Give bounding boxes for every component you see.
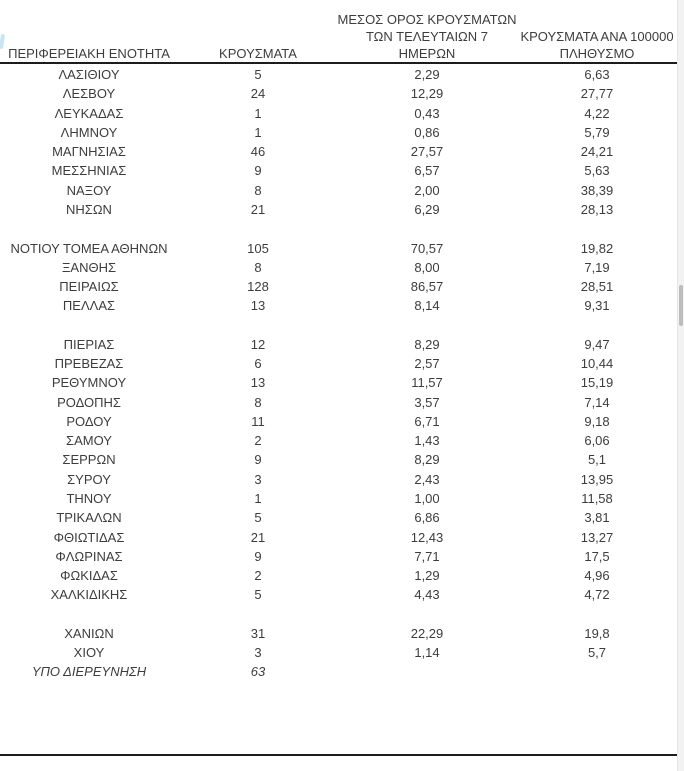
- table-row: [0, 373, 678, 392]
- cases-cell: 13: [250, 375, 266, 391]
- region-cell: ΡΕΘΥΜΝΟΥ: [51, 375, 127, 391]
- per100k-cell: 4,72: [584, 587, 610, 603]
- avg7-cell: 1,43: [414, 433, 440, 449]
- region-cell: ΣΑΜΟΥ: [66, 433, 112, 449]
- cases-cell: 1: [254, 105, 262, 121]
- region-cell: ΝΟΤΙΟΥ ΤΟΜΕΑ ΑΘΗΝΩΝ: [10, 240, 168, 256]
- per100k-cell: [516, 219, 678, 238]
- header-avg7: [338, 3, 516, 62]
- cases-cell: 3: [254, 645, 262, 661]
- cases-cell: 2: [254, 568, 262, 584]
- region-cell: ΣΥΡΟΥ: [67, 471, 111, 487]
- cases-cell: 13: [250, 298, 266, 314]
- region-cell: ΧΙΟΥ: [73, 645, 105, 661]
- per100k-cell: 15,19: [580, 375, 614, 391]
- avg7-cell: 6,57: [414, 163, 440, 179]
- region-cell: [0, 219, 178, 238]
- table-body: [0, 65, 678, 682]
- avg7-cell: 1,14: [414, 645, 440, 661]
- per100k-cell: 19,8: [584, 625, 610, 641]
- region-cell: ΣΕΡΡΩΝ: [62, 452, 116, 468]
- scrollbar-thumb[interactable]: [679, 285, 683, 326]
- region-cell: ΦΩΚΙΔΑΣ: [60, 568, 118, 584]
- avg7-cell: [338, 219, 516, 238]
- avg7-cell: 8,14: [414, 298, 440, 314]
- avg7-cell: 12,43: [410, 529, 444, 545]
- table-row: [0, 393, 678, 412]
- header-region-label: ΠΕΡΙΦΕΡΕΙΑΚΗ ΕΝΟΤΗΤΑ: [8, 46, 170, 61]
- per100k-cell: [516, 662, 678, 681]
- avg7-cell: 2,57: [414, 356, 440, 372]
- region-cell: ΜΕΣΣΗΝΙΑΣ: [51, 163, 127, 179]
- cases-cell: 46: [250, 144, 266, 160]
- cases-cell: 9: [254, 452, 262, 468]
- per100k-cell: 5,7: [587, 645, 607, 661]
- region-cell: ΧΑΝΙΩΝ: [64, 625, 114, 641]
- avg7-cell: 2,29: [414, 67, 440, 83]
- per100k-cell: 27,77: [580, 86, 614, 102]
- cases-cell: 9: [254, 548, 262, 564]
- per100k-cell: 13,95: [580, 471, 614, 487]
- per100k-cell: [516, 315, 678, 334]
- table-row: [0, 277, 678, 296]
- cases-cell: 128: [247, 279, 269, 295]
- per100k-cell: 9,31: [584, 298, 610, 314]
- avg7-cell: [338, 315, 516, 334]
- header-region: [0, 3, 178, 62]
- table-row: [0, 104, 678, 123]
- per100k-cell: 38,39: [580, 182, 614, 198]
- per100k-cell: 19,82: [580, 240, 614, 256]
- cases-cell: 6: [254, 356, 262, 372]
- table-row: [0, 624, 678, 643]
- table-row: [0, 470, 678, 489]
- avg7-cell: [338, 662, 516, 681]
- table-spacer-row: [0, 219, 678, 238]
- cases-cell: 8: [254, 259, 262, 275]
- per100k-cell: 4,22: [584, 105, 610, 121]
- header-avg7-line1: ΜΕΣΟΣ ΟΡΟΣ ΚΡΟΥΣΜΑΤΩΝ: [337, 12, 517, 27]
- per100k-cell: 24,21: [580, 144, 614, 160]
- region-cell: ΝΑΞΟΥ: [66, 182, 112, 198]
- per100k-cell: 13,27: [580, 529, 614, 545]
- region-cell: ΦΘΙΩΤΙΔΑΣ: [53, 529, 125, 545]
- per100k-cell: 5,79: [584, 124, 610, 140]
- table-row: [0, 296, 678, 315]
- cases-cell: 12: [250, 336, 266, 352]
- avg7-cell: 8,00: [414, 259, 440, 275]
- cases-cell: 31: [250, 625, 266, 641]
- cases-cell: 24: [250, 86, 266, 102]
- table-row: [0, 84, 678, 103]
- avg7-cell: 1,00: [414, 490, 440, 506]
- region-cell: ΠΡΕΒΕΖΑΣ: [54, 356, 124, 372]
- per100k-cell: 9,18: [584, 413, 610, 429]
- avg7-cell: 4,43: [414, 587, 440, 603]
- per100k-cell: 5,1: [587, 452, 607, 468]
- table-row: [0, 65, 678, 84]
- avg7-cell: 6,29: [414, 201, 440, 217]
- region-cell: ΧΑΛΚΙΔΙΚΗΣ: [50, 587, 128, 603]
- table-row: [0, 238, 678, 257]
- cases-cell: 1: [254, 124, 262, 140]
- region-cell: ΝΗΣΩΝ: [66, 201, 112, 217]
- table-row: [0, 354, 678, 373]
- table-row: [0, 161, 678, 180]
- avg7-cell: 11,57: [411, 375, 443, 391]
- cases-cell: 21: [250, 201, 266, 217]
- per100k-cell: [516, 604, 678, 623]
- cases-cell: 1: [254, 490, 262, 506]
- cases-cell: [178, 315, 338, 334]
- region-cell: ΡΟΔΟΠΗΣ: [57, 394, 121, 410]
- avg7-cell: 3,57: [414, 394, 440, 410]
- cases-cell: 8: [254, 182, 262, 198]
- region-cell: ΠΕΙΡΑΙΩΣ: [59, 279, 119, 295]
- avg7-cell: 6,86: [414, 510, 440, 526]
- per100k-cell: 3,81: [584, 510, 610, 526]
- table-spacer-row: [0, 315, 678, 334]
- avg7-cell: 27,57: [410, 144, 444, 160]
- cases-cell: 5: [254, 67, 262, 83]
- cases-cell: [178, 219, 338, 238]
- region-cell: ΥΠΟ ΔΙΕΡΕΥΝΗΣΗ: [31, 664, 147, 680]
- region-cell: ΛΑΣΙΘΙΟΥ: [58, 67, 120, 83]
- cases-cell: 8: [254, 394, 262, 410]
- header-cases-label: ΚΡΟΥΣΜΑΤΑ: [219, 46, 297, 61]
- avg7-cell: 8,29: [414, 452, 440, 468]
- table-header: [0, 0, 678, 64]
- bottom-rule: [0, 754, 678, 756]
- region-cell: ΛΕΣΒΟΥ: [62, 86, 116, 102]
- cases-cell: 63: [250, 664, 266, 680]
- region-cell: ΤΡΙΚΑΛΩΝ: [56, 510, 122, 526]
- avg7-cell: 22,29: [410, 625, 444, 641]
- cases-cell: 3: [254, 471, 262, 487]
- region-cell: ΜΑΓΝΗΣΙΑΣ: [52, 144, 126, 160]
- per100k-cell: 7,14: [584, 394, 610, 410]
- header-avg7-line3: ΗΜΕΡΩΝ: [398, 46, 456, 61]
- per100k-cell: 28,51: [580, 279, 614, 295]
- header-per100k: [516, 3, 678, 62]
- cases-cell: 2: [254, 433, 262, 449]
- avg7-cell: 2,43: [414, 471, 440, 487]
- per100k-cell: 10,44: [580, 356, 614, 372]
- table-row: [0, 181, 678, 200]
- per100k-cell: 5,63: [584, 163, 610, 179]
- cases-cell: 105: [247, 240, 269, 256]
- region-cell: ΠΕΛΛΑΣ: [62, 298, 116, 314]
- per100k-cell: 9,47: [584, 336, 610, 352]
- table-row: [0, 450, 678, 469]
- table-row: [0, 489, 678, 508]
- table-row: [0, 508, 678, 527]
- table-row: [0, 335, 678, 354]
- avg7-cell: 1,29: [414, 568, 440, 584]
- header-cases: [178, 3, 338, 62]
- table-row: [0, 585, 678, 604]
- region-cell: ΦΛΩΡΙΝΑΣ: [55, 548, 123, 564]
- per100k-cell: 6,63: [584, 67, 610, 83]
- cases-cell: 21: [250, 529, 266, 545]
- cases-cell: 9: [254, 163, 262, 179]
- cases-cell: [178, 604, 338, 623]
- per100k-cell: 11,58: [581, 490, 613, 506]
- region-cell: ΛΕΥΚΑΔΑΣ: [54, 105, 124, 121]
- region-cell: ΡΟΔΟΥ: [66, 413, 112, 429]
- table-row: [0, 412, 678, 431]
- table-row: [0, 547, 678, 566]
- region-cell: ΤΗΝΟΥ: [66, 490, 112, 506]
- per100k-cell: 6,06: [584, 433, 610, 449]
- table-spacer-row: [0, 604, 678, 623]
- per100k-cell: 4,96: [584, 568, 610, 584]
- table-row: [0, 643, 678, 662]
- avg7-cell: 6,71: [414, 413, 440, 429]
- table-row: [0, 566, 678, 585]
- cases-cell: 5: [254, 587, 262, 603]
- avg7-cell: [338, 604, 516, 623]
- header-avg7-line2: ΤΩΝ ΤΕΛΕΥΤΑΙΩΝ 7: [365, 29, 489, 44]
- table-row: [0, 200, 678, 219]
- region-cell: [0, 315, 178, 334]
- scrollbar-track[interactable]: [677, 0, 684, 771]
- table-row: [0, 662, 678, 681]
- cases-cell: 11: [251, 413, 265, 429]
- avg7-cell: 86,57: [410, 279, 444, 295]
- region-cell: ΞΑΝΘΗΣ: [61, 259, 117, 275]
- region-cell: ΛΗΜΝΟΥ: [60, 124, 118, 140]
- table-row: [0, 142, 678, 161]
- avg7-cell: 7,71: [414, 548, 440, 564]
- per100k-cell: 7,19: [584, 259, 610, 275]
- region-cell: [0, 604, 178, 623]
- avg7-cell: 2,00: [414, 182, 440, 198]
- header-per100k-line1: ΚΡΟΥΣΜΑΤΑ ΑΝΑ 100000: [520, 29, 674, 44]
- avg7-cell: 8,29: [414, 336, 440, 352]
- region-cell: ΠΙΕΡΙΑΣ: [63, 336, 115, 352]
- table-row: [0, 258, 678, 277]
- avg7-cell: 0,43: [414, 105, 440, 121]
- avg7-cell: 0,86: [414, 124, 440, 140]
- per100k-cell: 28,13: [580, 201, 614, 217]
- header-per100k-line2: ΠΛΗΘΥΣΜΟ: [559, 46, 635, 61]
- per100k-cell: 17,5: [584, 548, 610, 564]
- avg7-cell: 70,57: [410, 240, 444, 256]
- table-row: [0, 431, 678, 450]
- cases-cell: 5: [254, 510, 262, 526]
- table-row: [0, 123, 678, 142]
- avg7-cell: 12,29: [410, 86, 444, 102]
- table-row: [0, 527, 678, 546]
